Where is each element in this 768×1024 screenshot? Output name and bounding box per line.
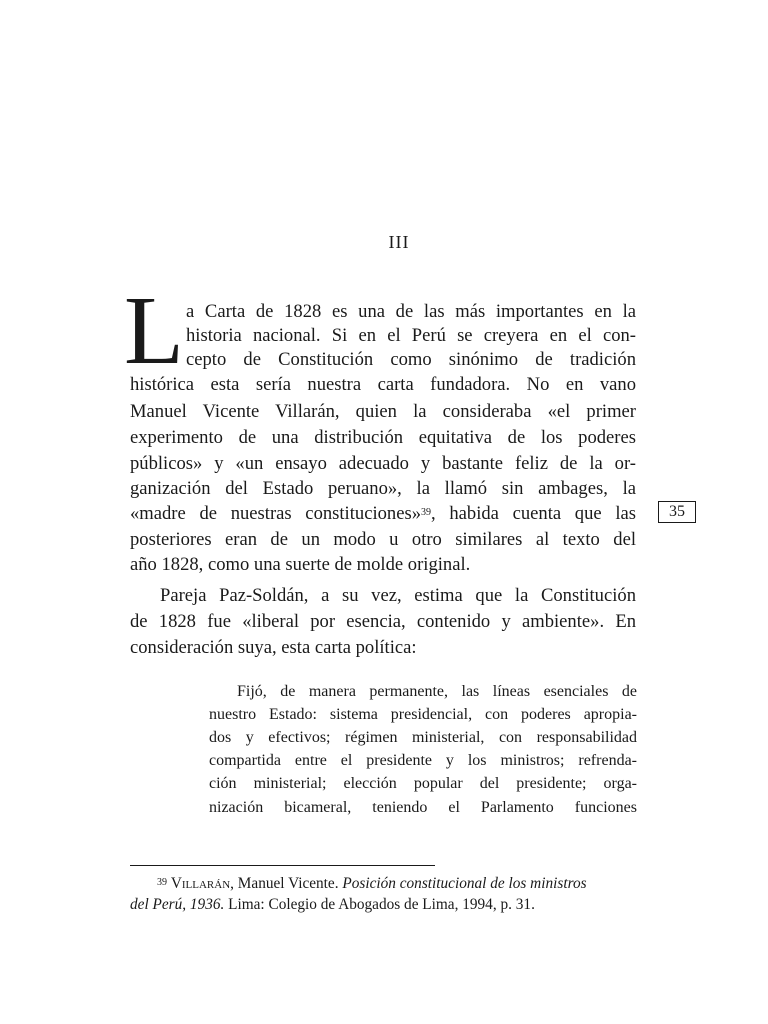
paragraph-line: de 1828 fue «liberal por esencia, contenido y ambiente». En <box>130 611 636 632</box>
paragraph-line: a Carta de 1828 es una de las más importantes en la <box>186 301 636 322</box>
quote-line: Fijó, de manera permanente, las líneas esenciales de <box>237 683 637 700</box>
paragraph-line: Manuel Vicente Villarán, quien la consideraba «el primer <box>130 401 636 422</box>
paragraph-line: consideración suya, esta carta política: <box>130 637 417 658</box>
quote-line: nuestro Estado: sistema presidencial, con poderes apropia- <box>209 706 637 723</box>
footnote-author-rest: , Manuel Vicente. <box>230 875 343 892</box>
paragraph-line: histórica esta sería nuestra carta fundadora. No en vano <box>130 374 636 395</box>
footnote-line <box>130 894 636 915</box>
paragraph-line: posteriores eran de un modo u otro similares al texto del <box>130 529 636 550</box>
footnote-reference: 39 <box>421 507 431 518</box>
quote-line: compartida entre el presidente y los ministros; refrenda- <box>209 752 637 769</box>
paragraph-line: Pareja Paz-Soldán, a su vez, estima que la Constitución <box>160 585 636 606</box>
paragraph-line: historia nacional. Si en el Perú se creyera en el con- <box>186 325 636 346</box>
chapter-number: III <box>388 232 410 252</box>
text-segment: «madre de nuestras constituciones» <box>130 503 421 524</box>
paragraph-line: año 1828, como una suerte de molde original. <box>130 554 471 575</box>
footnote-line <box>157 873 636 894</box>
page-number: 35 <box>658 501 696 523</box>
paragraph-line: ganización del Estado peruano», la llamó sin ambages, la <box>130 478 636 499</box>
footnote-author: Villarán <box>170 875 231 892</box>
paragraph-line: públicos» y «un ensayo adecuado y bastante feliz de la or- <box>130 453 636 474</box>
quote-line: dos y efectivos; régimen ministerial, con responsabilidad <box>209 729 637 746</box>
quote-line: ción ministerial; elección popular del presidente; orga- <box>209 775 637 792</box>
footnote-number: 39 <box>157 877 167 888</box>
drop-cap: L <box>124 277 184 385</box>
text-segment: , habida cuenta que las <box>431 503 637 524</box>
paragraph-line: experimento de una distribución equitativa de los poderes <box>130 427 636 448</box>
footnote-publisher: Lima: Colegio de Abogados de Lima, 1994, p. 31. <box>224 896 535 913</box>
footnote-title: Posición constitucional de los ministros <box>342 875 587 892</box>
paragraph-line <box>130 502 636 526</box>
footnote-rule <box>130 865 435 866</box>
quote-line: nización bicameral, teniendo el Parlamento funciones <box>209 799 637 816</box>
footnote-title: del Perú, 1936. <box>130 896 225 913</box>
paragraph-line: cepto de Constitución como sinónimo de tradición <box>186 349 636 370</box>
